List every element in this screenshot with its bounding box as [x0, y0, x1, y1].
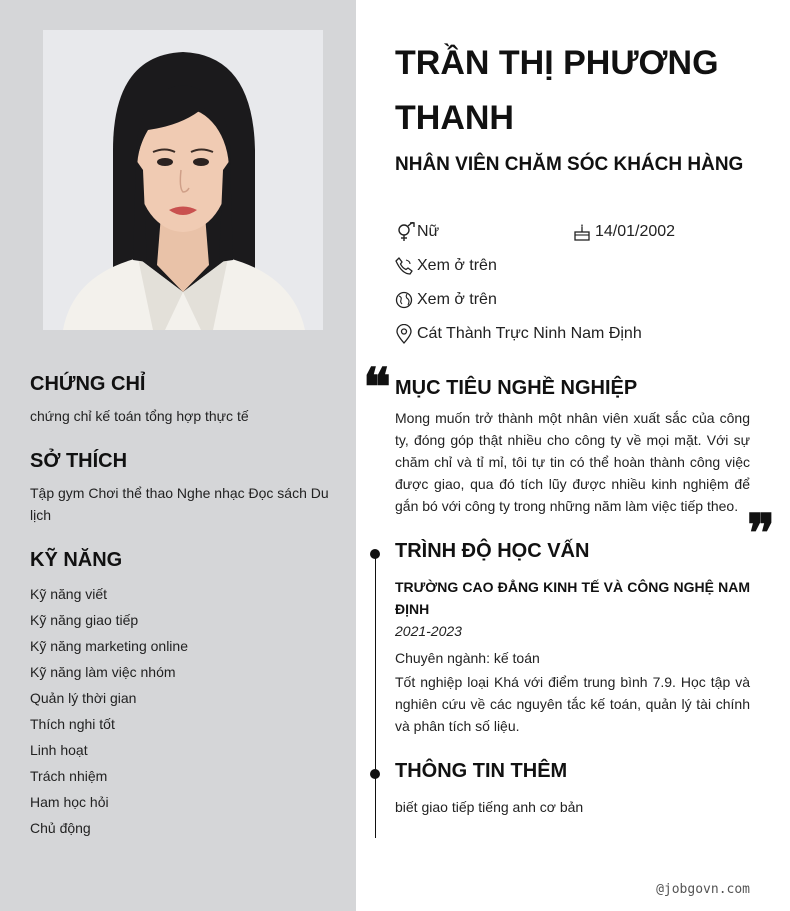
- education-years: 2021-2023: [395, 623, 462, 639]
- hobbies-text: Tập gym Chơi thể thao Nghe nhạc Đọc sách Du lịch: [30, 485, 329, 523]
- skill-item: Kỹ năng làm việc nhóm: [30, 664, 176, 680]
- objective-text: Mong muốn trở thành một nhân viên xuất sắc của công ty, đóng góp thật nhiều cho công ty về mọi mặt. Với sự chăm chỉ và tỉ mỉ, tôi tự tin có thể hoàn thành công việc được giao, qua đó tích lũy được nhiều kinh nghiệm để gắn bó với công ty trong những năm làm việc tiếp theo.: [395, 410, 750, 514]
- timeline-dot: [370, 769, 380, 779]
- address-info: [395, 323, 642, 345]
- skills-title: KỸ NĂNG: [30, 549, 123, 571]
- skill-item: Thích nghi tốt: [30, 716, 115, 732]
- education-description: Tốt nghiệp loại Khá với điểm trung bình 7.9. Học tập và nghiên cứu về các nguyên tắc kế toán, quản lý tài chính và phân tích số liệu.: [395, 674, 750, 734]
- profile-photo: [43, 30, 323, 330]
- globe-icon: [395, 289, 417, 311]
- gender-icon: [395, 221, 417, 243]
- education-major: Chuyên ngành: kế toán: [395, 650, 540, 666]
- close-quote-icon: ❞: [747, 503, 775, 564]
- candidate-name: TRẦN THỊ PHƯƠNG THANH: [395, 44, 719, 137]
- objective-title: MỤC TIÊU NGHỀ NGHIỆP: [395, 377, 638, 399]
- gender-value: Nữ: [417, 223, 440, 240]
- website-info: [395, 289, 497, 311]
- phone-info: [395, 255, 497, 277]
- skill-item: Kỹ năng marketing online: [30, 638, 188, 654]
- website-value[interactable]: Xem ở trên: [417, 291, 497, 308]
- hobbies-title: SỞ THÍCH: [30, 450, 128, 472]
- open-quote-icon: ❝: [363, 357, 391, 418]
- timeline-dot: [370, 549, 380, 559]
- gender-info: [395, 221, 439, 243]
- school-name: TRƯỜNG CAO ĐẲNG KINH TẾ VÀ CÔNG NGHỆ NAM ĐỊNH: [395, 579, 750, 617]
- location-pin-icon: [395, 323, 417, 345]
- skill-item: Quản lý thời gian: [30, 690, 137, 706]
- certificates-title: CHỨNG CHỈ: [30, 373, 146, 395]
- certificates-text: chứng chỉ kế toán tổng hợp thực tế: [30, 408, 249, 424]
- job-title: NHÂN VIÊN CHĂM SÓC KHÁCH HÀNG: [395, 154, 744, 175]
- address-value: Cát Thành Trực Ninh Nam Định: [417, 325, 642, 342]
- phone-icon: [395, 255, 417, 277]
- birthday-info: [573, 221, 675, 243]
- skill-item: Kỹ năng giao tiếp: [30, 612, 139, 628]
- birthday-cake-icon: [573, 221, 595, 243]
- watermark: @jobgovn.com: [656, 882, 750, 897]
- birthday-value: 14/01/2002: [595, 223, 676, 240]
- skill-item: Trách nhiệm: [30, 768, 108, 784]
- skill-item: Kỹ năng viết: [30, 586, 108, 602]
- phone-value[interactable]: Xem ở trên: [417, 257, 497, 274]
- skill-item: Ham học hỏi: [30, 794, 109, 810]
- left-sidebar: [0, 0, 356, 911]
- timeline-line: [375, 553, 376, 838]
- additional-info-text: biết giao tiếp tiếng anh cơ bản: [395, 799, 584, 815]
- skill-item: Chủ động: [30, 820, 91, 836]
- skill-item: Linh hoạt: [30, 742, 88, 758]
- education-title: TRÌNH ĐỘ HỌC VẤN: [395, 540, 590, 562]
- additional-info-title: THÔNG TIN THÊM: [395, 760, 568, 782]
